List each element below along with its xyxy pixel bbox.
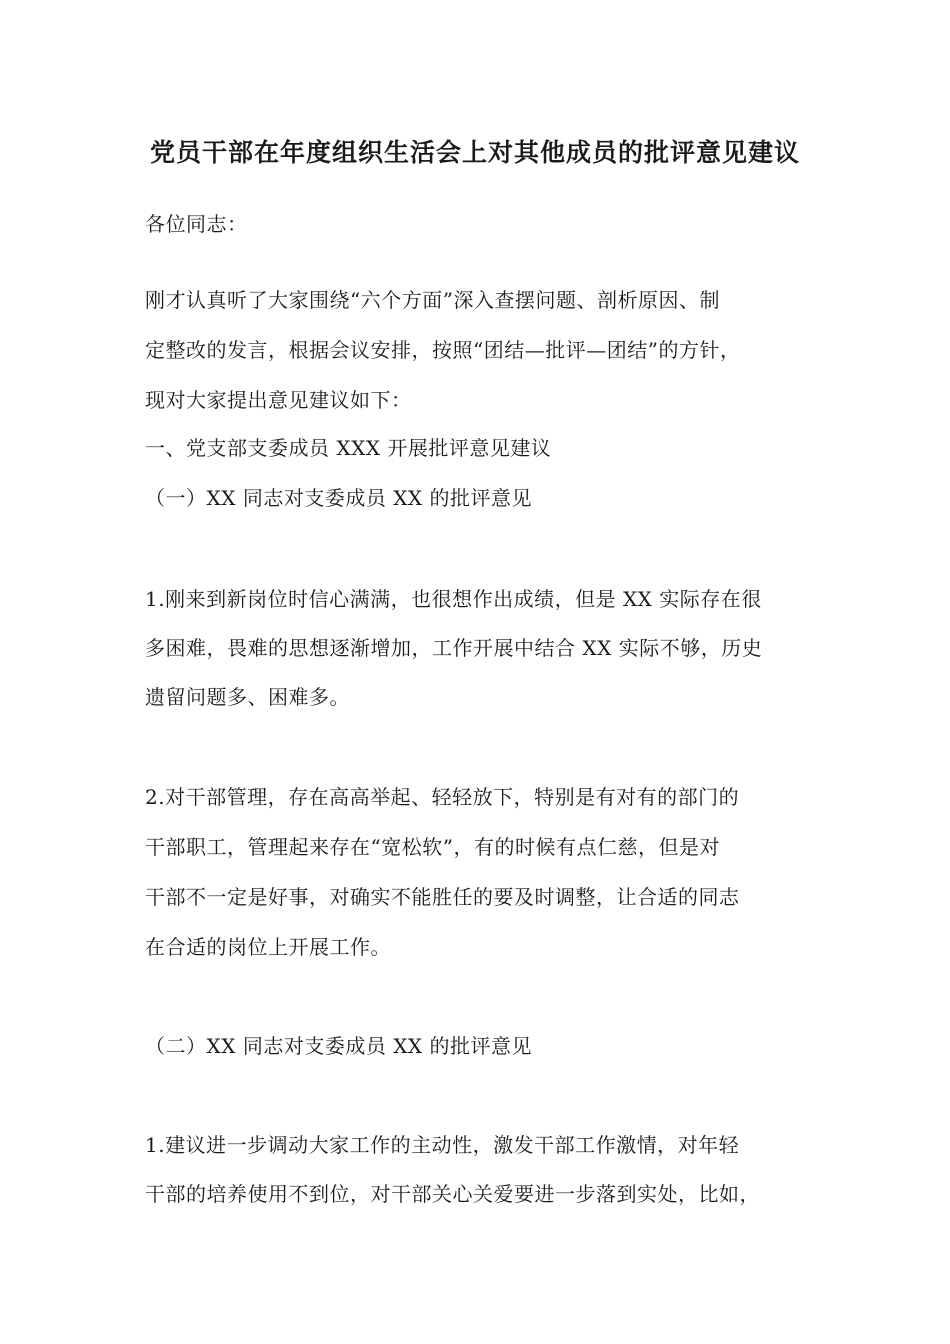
paragraph-line: 2.对干部管理，存在高高举起、轻轻放下，特别是有对有的部门的 (145, 785, 740, 809)
paragraph-line: 刚才认真听了大家围绕“六个方面”深入查摆问题、剖析原因、制 (145, 288, 720, 312)
subsection-heading: （一）XX 同志对支委成员 XX 的批评意见 (145, 486, 533, 510)
document-title: 党员干部在年度组织生活会上对其他成员的批评意见建议 (149, 138, 800, 167)
section-heading: 一、党支部支委成员 XXX 开展批评意见建议 (145, 436, 552, 460)
subsection-heading: （二）XX 同志对支委成员 XX 的批评意见 (145, 1034, 533, 1058)
paragraph-line: 在合适的岗位上开展工作。 (145, 935, 391, 959)
paragraph-line: 1.建议进一步调动大家工作的主动性，激发干部工作激情，对年轻 (145, 1133, 740, 1157)
paragraph-line: 1.刚来到新岗位时信心满满，也很想作出成绩，但是 XX 实际存在很 (145, 587, 762, 611)
paragraph-line: 现对大家提出意见建议如下： (145, 388, 412, 412)
paragraph-line: 干部职工，管理起来存在“宽松软”，有的时候有点仁慈，但是对 (145, 835, 720, 859)
paragraph-line: 遗留问题多、困难多。 (145, 685, 350, 709)
paragraph-line: 多困难，畏难的思想逐渐增加，工作开展中结合 XX 实际不够，历史 (145, 636, 763, 660)
salutation: 各位同志： (145, 212, 248, 236)
paragraph-line: 定整改的发言，根据会议安排，按照“团结—批评—团结”的方针， (145, 338, 741, 362)
paragraph-line: 干部不一定是好事，对确实不能胜任的要及时调整，让合适的同志 (145, 885, 740, 909)
paragraph-line: 干部的培养使用不到位，对干部关心关爱要进一步落到实处，比如， (145, 1182, 760, 1206)
